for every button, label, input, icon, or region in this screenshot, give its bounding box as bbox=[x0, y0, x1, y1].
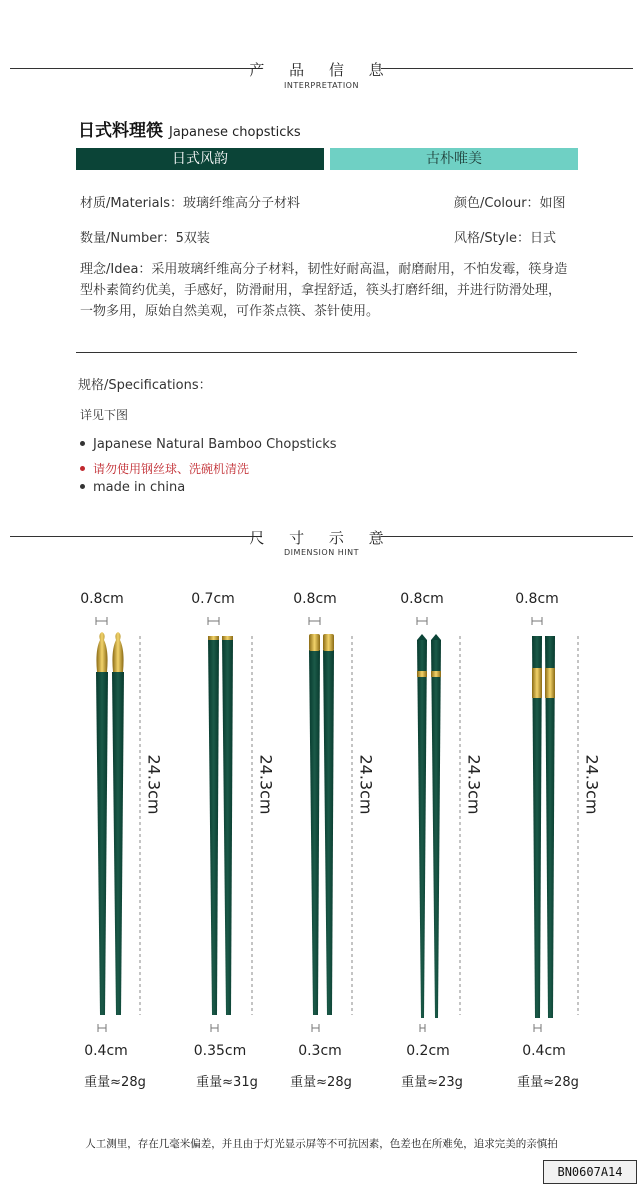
see-below-text: 详见下图 bbox=[80, 408, 129, 422]
length-label: 24.3cm bbox=[356, 754, 376, 815]
top-width-label: 0.8cm bbox=[293, 591, 337, 607]
tip-width-label: 0.4cm bbox=[522, 1043, 566, 1059]
tip-width-label: 0.35cm bbox=[193, 1043, 247, 1059]
idea-paragraph: 理念/Idea：采用玻璃纤维高分子材料，韧性好耐高温，耐磨耐用，不怕发霉，筷身造型朴素简约优美，手感好，防滑耐用，拿捏舒适，筷头打磨纤细，并进行防滑处理，一物多用，原始自然美观，可作茶点筷、茶针使用。 bbox=[80, 262, 568, 319]
tip-width-label: 0.4cm bbox=[84, 1043, 128, 1059]
bullet-item-warning: 请勿使用钢丝球、洗碗机清洗 bbox=[80, 460, 249, 477]
product-code: BN0607A14 bbox=[543, 1160, 637, 1184]
chopstick-pair-4 bbox=[417, 634, 441, 1018]
chopstick-pair-3 bbox=[309, 634, 334, 1015]
section-subtitle: INTERPRETATION bbox=[284, 81, 359, 90]
style-bar-right: 古朴唯美 bbox=[330, 148, 578, 170]
product-name-en: Japanese chopsticks bbox=[169, 125, 301, 140]
weight-label: 重量≈28g bbox=[290, 1075, 352, 1090]
weight-label: 重量≈23g bbox=[401, 1075, 463, 1090]
weight-label: 重量≈31g bbox=[196, 1075, 258, 1090]
tip-width-label: 0.3cm bbox=[298, 1043, 342, 1059]
top-width-label: 0.7cm bbox=[191, 591, 235, 607]
weight-label: 重量≈28g bbox=[84, 1075, 146, 1090]
specifications-label: 规格/Specifications： bbox=[78, 378, 212, 393]
top-width-label: 0.8cm bbox=[80, 591, 124, 607]
footer-disclaimer: 人工测里，存在几毫米偏差，并且由于灯光显示屏等不可抗因素，色差也在所难免，追求完美的亲慎拍 bbox=[85, 1138, 558, 1150]
top-width-label: 0.8cm bbox=[400, 591, 444, 607]
tip-width-label: 0.2cm bbox=[406, 1043, 450, 1059]
style-bar-left: 日式风韵 bbox=[76, 148, 324, 170]
length-label: 24.3cm bbox=[464, 754, 484, 815]
product-name: 日式料理筷 bbox=[78, 121, 163, 141]
length-lines bbox=[140, 636, 578, 1015]
style-attribute: 风格/Style：日式 bbox=[454, 231, 557, 246]
length-label: 24.3cm bbox=[582, 754, 602, 815]
number-attribute: 数量/Number：5双装 bbox=[80, 231, 210, 246]
top-width-label: 0.8cm bbox=[515, 591, 559, 607]
colour-attribute: 颜色/Colour：如图 bbox=[454, 196, 566, 211]
bullet-item: Japanese Natural Bamboo Chopsticks bbox=[80, 437, 337, 452]
dimension-subtitle: DIMENSION HINT bbox=[284, 548, 359, 557]
length-label: 24.3cm bbox=[144, 754, 164, 815]
chopstick-pair-2 bbox=[208, 636, 233, 1015]
weight-label: 重量≈28g bbox=[517, 1075, 579, 1090]
chopstick-pair-1 bbox=[96, 632, 124, 1015]
length-label: 24.3cm bbox=[256, 754, 276, 815]
section-title: 产 品 信 息 bbox=[249, 61, 394, 79]
bullet-item: made in china bbox=[80, 480, 185, 495]
material-attribute: 材质/Materials：玻璃纤维高分子材料 bbox=[80, 196, 300, 211]
chopstick-pair-5 bbox=[532, 636, 555, 1018]
dimension-title: 尺 寸 示 意 bbox=[249, 529, 394, 547]
